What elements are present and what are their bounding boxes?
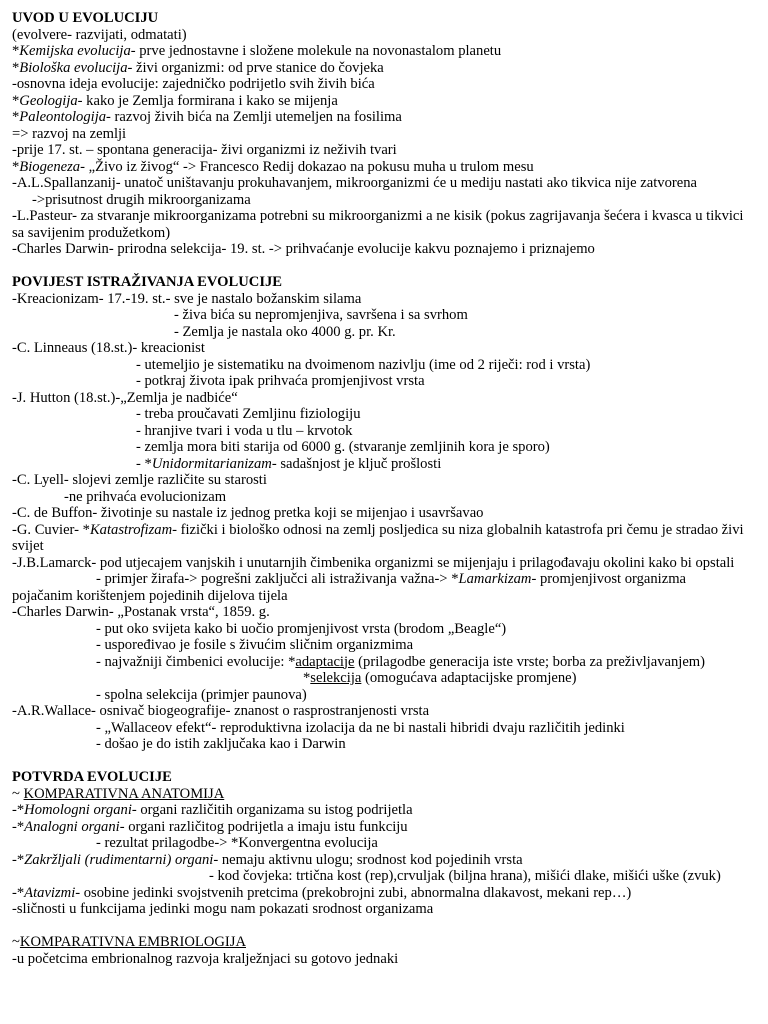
subsection-title-embriologija: ~KOMPARATIVNA EMBRIOLOGIJA (12, 934, 246, 950)
text-line: - hranjive tvari i voda u tlu – krvotok (136, 422, 353, 439)
text-line: -osnovna ideja evolucije: zajedničko podrijetlo svih živih bića (12, 76, 375, 92)
text-line: ->prisutnost drugih mikroorganizama (32, 191, 251, 208)
text-line: - *Unidormitarianizam- sadašnjost je ključ prošlosti (136, 455, 442, 472)
text-line: -J. Hutton (18.st.)-„Zemlja je nadbiće“ (12, 389, 238, 406)
text-line: -*Atavizmi- osobine jedinki svojstvenih pretcima (prekobrojni zubi, abnormalna dlakavost, mekani rep…) (12, 884, 632, 901)
text-line: *Biološka evolucija- živi organizmi: od prve stanice do čovjeka (12, 59, 384, 76)
text-line: - utemeljio je sistematiku na dvoimenom nazivlju (ime od 2 riječi: rod i vrsta) (136, 356, 591, 373)
text-line: -*Homologni organi- organi različitih organizama su istog podrijetla (12, 802, 413, 818)
text-line: - najvažniji čimbenici evolucije: *adaptacije (prilagodbe generacija iste vrste; borba za preživljavanjem) (96, 653, 706, 670)
section-title-povijest: POVIJEST ISTRAŽIVANJA EVOLUCIJE (12, 274, 283, 290)
text-line: -Kreacionizam- 17.-19. st.- sve je nastalo božanskim silama (12, 290, 362, 307)
text-line: -A.R.Wallace- osnivač biogeografije- znanost o rasprostranjenosti vrsta (12, 703, 430, 719)
text-line: -G. Cuvier- *Katastrofizam- fizički i biološko odnosi na zemlj posljedica su niza globalnih katastrofa pri čemu je stradao živi svijet (12, 521, 744, 554)
text-line: -Charles Darwin- prirodna selekcija- 19. st. -> prihvaćanje evolucije kakvu poznajemo i priznajemo (12, 241, 595, 257)
text-line: - došao je do istih zaključaka kao i Darwin (96, 736, 346, 752)
text-line: -prije 17. st. – spontana generacija- živi organizmi iz neživih tvari (12, 142, 397, 158)
text-line: -*Zakržljali (rudimentarni) organi- nemaju aktivnu ulogu; srodnost kod pojedinih vrsta (12, 851, 523, 868)
text-line: -C. de Buffon- životinje su nastale iz jednog pretka koji se mijenjao i usavršavao (12, 505, 484, 521)
text-line: pojačanim korištenjem pojedinih dijelova tijela (12, 587, 288, 604)
section-title-uvod: UVOD U EVOLUCIJU (12, 10, 159, 26)
text-line: -J.B.Lamarck- pod utjecajem vanjskih i unutarnjih čimbenika organizmi se mijenjaju i prilagođavaju okolini kako bi opstali (12, 554, 735, 571)
subsection-title-anatomija: ~ KOMPARATIVNA ANATOMIJA (12, 785, 225, 802)
text-line: *Kemijska evolucija- prve jednostavne i složene molekule na novonastalom planetu (12, 43, 502, 59)
text-line: -ne prihvaća evolucionizam (64, 488, 227, 505)
text-line: - kod čovjeka: trtična kost (rep),crvuljak (biljna hrana), mišići dlake, mišići uške (zvuk) (209, 868, 721, 884)
text-line: - put oko svijeta kako bi uočio promjenjivost vrsta (brodom „Beagle“) (96, 620, 507, 637)
text-line: -C. Lyell- slojevi zemlje različite su starosti (12, 472, 267, 488)
text-line: - spolna selekcija (primjer paunova) (96, 686, 307, 703)
text-line: -C. Linneaus (18.st.)- kreacionist (12, 340, 205, 356)
text-line: -sličnosti u funkcijama jedinki mogu nam pokazati srodnost organizama (12, 901, 434, 917)
text-line: -A.L.Spallanzanij- unatoč uništavanju prokuhavanjem, mikroorganizmi će u mediju nastati ako tikvica nije zatvorena (12, 175, 698, 191)
text-line: - treba proučavati Zemljinu fiziologiju (136, 406, 361, 422)
text-line: *Geologija- kako je Zemlja formirana i kako se mijenja (12, 92, 338, 109)
text-line: - primjer žirafa-> pogrešni zaključci ali istraživanja važna-> *Lamarkizam- promjenjivost organizma (96, 571, 687, 587)
text-line: - Zemlja je nastala oko 4000 g. pr. Kr. (174, 323, 396, 340)
text-line: - rezultat prilagodbe-> *Konvergentna evolucija (96, 835, 378, 851)
text-line: - uspoređivao je fosile s živućim sličnim organizmima (96, 637, 414, 653)
text-line: - „Wallaceov efekt“- reproduktivna izolacija da ne bi nastali hibridi dvaju različitih jedinki (96, 719, 625, 736)
text-line: (evolvere- razvijati, odmatati) (12, 26, 187, 43)
text-line: -Charles Darwin- „Postanak vrsta“, 1859. g. (12, 604, 270, 620)
text-line: -L.Pasteur- za stvaranje mikroorganizama potrebni su mikroorganizmi a ne kisik (pokus zagrijavanja šećera i kvasca u tikvici sa savijenim produžetkom) (12, 208, 744, 241)
text-line: -u početcima embrionalnog razvoja kralježnjaci su gotovo jednaki (12, 950, 399, 967)
text-line: - živa bića su nepromjenjiva, savršena i sa svrhom (174, 307, 468, 323)
text-line: *selekcija (omogućava adaptacijske promjene) (303, 670, 577, 686)
text-line: - potkraj života ipak prihvaća promjenjivost vrsta (136, 373, 425, 389)
section-title-potvrda: POTVRDA EVOLUCIJE (12, 769, 172, 785)
blank-line (12, 258, 758, 275)
text-line: - zemlja mora biti starija od 6000 g. (stvaranje zemljinih kora je sporo) (136, 439, 550, 455)
text-line: *Paleontologija- razvoj živih bića na Zemlji utemeljen na fosilima (12, 109, 402, 125)
text-line: *Biogeneza- „Živo iz živog“ -> Francesco Redij dokazao na pokusu muha u trulom mesu (12, 158, 534, 175)
text-line: -*Analogni organi- organi različitog podrijetla a imaju istu funkciju (12, 818, 408, 835)
blank-line (12, 753, 758, 770)
text-line: => razvoj na zemlji (12, 125, 127, 142)
blank-line (12, 918, 758, 935)
